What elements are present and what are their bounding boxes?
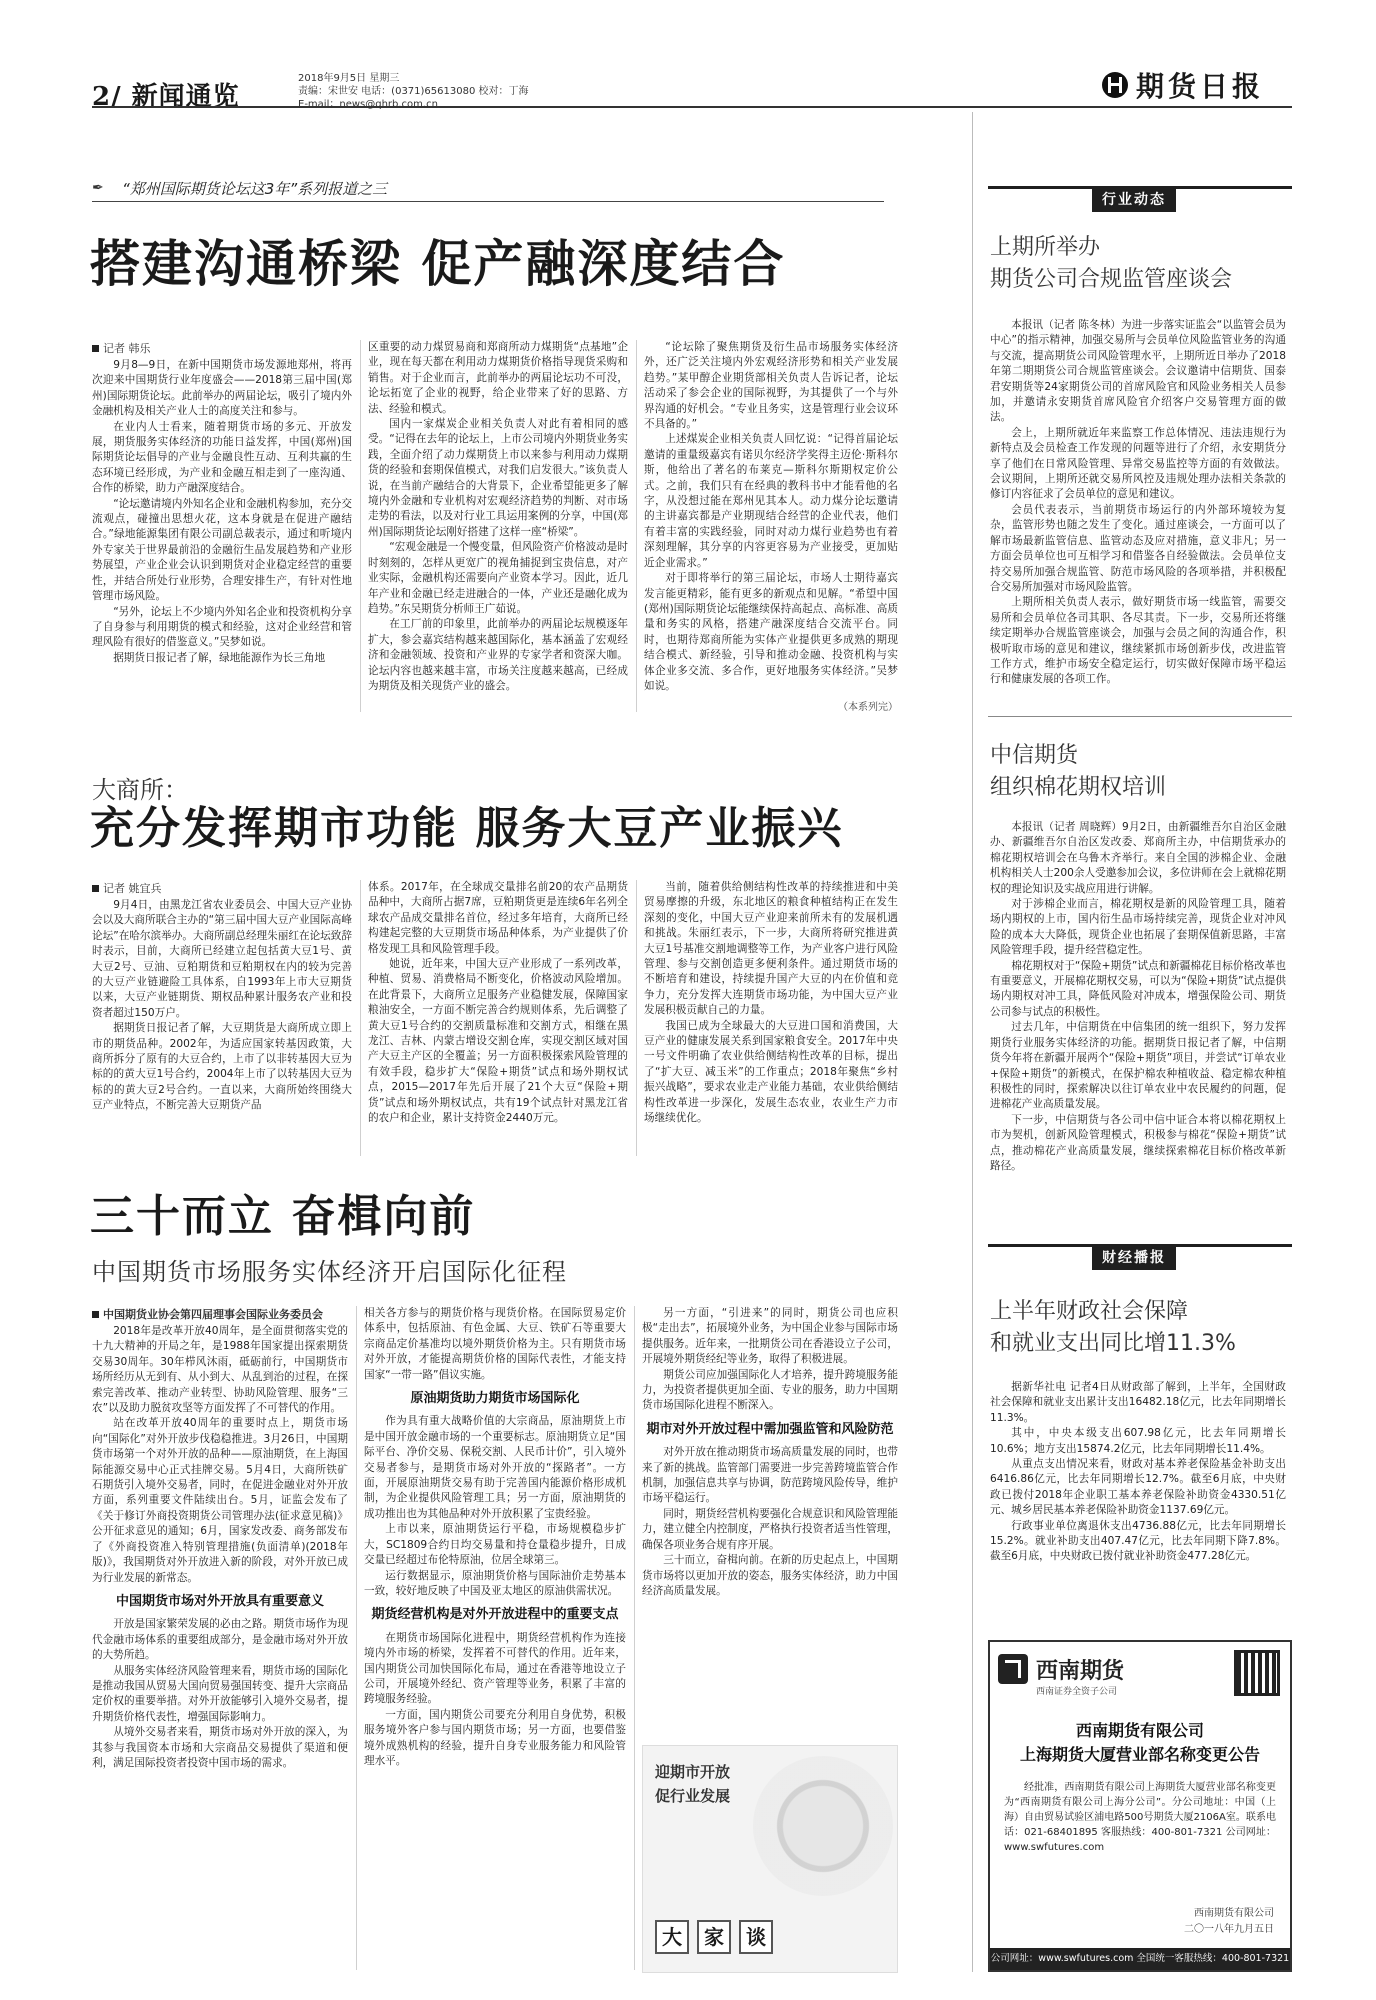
promo-box: 家 — [697, 1920, 731, 1954]
series-end-note: （本系列完） — [838, 702, 898, 713]
promo-illustration — [753, 1756, 893, 1896]
sidebar2-rule — [988, 716, 1292, 717]
sidebar-divider — [972, 112, 973, 1972]
paragraph: 上述煤炭企业相关负责人回忆说：“记得首届论坛邀请的重量级嘉宾有诺贝尔经济学奖得主迈伦·斯科尔斯，他给出了著名的布莱克—斯科尔斯期权定价公式。之前，我们只有在经典的教科书中才能看他的名字，从没想过能在郑州见其本人。动力煤分论坛邀请的主讲嘉宾都是产业期现结合经营的企业代表，他们有着丰富的实践经验，同时对动力煤行业趋势也有着深刻理解，其分享的内容更容易为产业接受，更加贴近企业需求。” — [644, 433, 898, 569]
contact-email: E-mail：news@qhrb.com.cn — [298, 99, 438, 110]
column-rule — [356, 1306, 357, 1970]
article1-byline: 记者 韩乐 — [92, 340, 151, 356]
paragraph: 在业内人士看来，随着期货市场的多元、开放发展，期货服务实体经济的功能日益发挥，中国(郑州)国际期货论坛倡导的产业与金融良性互动、互利共赢的生态环境已经形成，为产业和金融互相走到了一座沟通、合作的桥梁，助力产融深度结合。 — [92, 420, 352, 495]
section-subhead: 期市对外开放过程中需加强监管和风险防范 — [646, 1421, 894, 1437]
series-banner — [92, 178, 884, 198]
paragraph: 会上，上期所就近年来监察工作总体情况、违法违规行为新特点及会员检查工作发现的问题等进行了介绍，永安期货分享了他们在日常风险管理、异常交易监控等方面的有效做法。会议期间，上期所还就交易所风控及违规处理办法相关条款的修订内容征求了会员单位的意见和建议。 — [990, 426, 1286, 501]
column-rule — [636, 340, 637, 712]
section-subhead: 期货经营机构是对外开放进程中的重要支点 — [371, 1607, 619, 1623]
sidebar1-tag: 行业动态 — [1092, 186, 1176, 212]
masthead-logo-icon — [1102, 72, 1128, 98]
ad-signature-company: 西南期货有限公司 — [1194, 1908, 1274, 1919]
paragraph: 我国已成为全球最大的大豆进口国和消费国，大豆产业的健康发展关系到国家粮食安全。2017年中央一号文件明确了农业供给侧结构性改革的目标，提出了“扩大豆、减玉米”的工作重点；2018年聚焦“乡村振兴战略”，要求农业走产业能力基础，农业供给侧结构性改革进一步深化，发展生态农业，农业生产力市场继续优化。 — [644, 1019, 898, 1125]
paragraph: “论坛邀请境内外知名企业和金融机构参加，充分交流观点，碰撞出思想火花，这本身就是在促进产融结合。”绿地能源集团有限公司副总裁表示，通过和听境内外专家关于世界最前沿的金融衍生品发展趋势和产业形势展望，产业企业会认识到期货对企业稳定经营的重要性，并结合所处行业形势，合理安排生产，有针对性地管理市场风险。 — [92, 497, 352, 603]
paragraph: 在期货市场国际化进程中，期货经营机构作为连接境内外市场的桥梁，发挥着不可替代的作用。近年来，国内期货公司加快国际化布局，通过在香港等地设立子公司，开展境外经纪、资产管理等业务，积累了丰富的跨境服务经验。 — [364, 1631, 626, 1706]
article3-headline: 三十而立 奋楫向前 — [90, 1191, 476, 1242]
paragraph: 从境外交易者来看，期货市场对外开放的深入，为其参与我国资本市场和大宗商品交易提供了渠道和便利，满足国际投资者投资中国市场的需求。 — [92, 1726, 348, 1769]
pen-icon: ✒ — [92, 180, 104, 196]
qr-code-icon — [1234, 1650, 1280, 1696]
paragraph: 棉花期权对于“保险+期货”试点和新疆棉花目标价格改革也有重要意义，开展棉花期权交易，可以为“保险+期货”试点提供场内期权对冲工具，降低风险对冲成本，增强保险公司、期货公司参与试点的积极性。 — [990, 959, 1286, 1018]
section-subhead: 原油期货助力期货市场国际化 — [410, 1391, 580, 1407]
promo-box: 谈 — [739, 1920, 773, 1954]
paragraph: 另一方面，“引进来”的同时，期货公司也应积极“走出去”，拓展境外业务，为中国企业参与国际市场提供服务。近年来，一批期货公司在香港设立子公司，开展境外期货经纪等业务，取得了积极进展。 — [642, 1307, 898, 1366]
paragraph: 对于涉棉企业而言，棉花期权是新的风险管理工具，随着场内期权的上市，国内衍生品市场持续完善，现货企业对冲风险的成本大大降低，现货企业也拓展了套期保值新思路，丰富风险管理手段，提升经营稳定性。 — [990, 898, 1286, 957]
paragraph: 对外开放在推动期货市场高质量发展的同时，也带来了新的挑战。监管部门需要进一步完善跨境监管合作机制，加强信息共享与协调，防范跨境风险传导，维护市场平稳运行。 — [642, 1446, 898, 1505]
promo-box: 大 — [655, 1920, 689, 1954]
ad-body: 经批准，西南期货有限公司上海期货大厦营业部名称变更为“西南期货有限公司上海分公司”。分公司地址：中国（上海）自由贸易试验区浦电路500号期货大厦2106A室。联系电话：021-68401895 客服热线：400-801-7321 公司网址：www.swfutures.com — [1004, 1782, 1276, 1853]
sidebar1-title: 上期所举办 期货公司合规监管座谈会 — [990, 235, 1233, 292]
paragraph: 从重点支出情况来看，财政对基本养老保险基金补助支出6416.86亿元，比去年同期增长12.7%。截至6月底，中央财政已拨付2018年企业职工基本养老保险补助资金4330.51亿元、城乡居民基本养老保险补助资金1137.69亿元。 — [990, 1458, 1286, 1517]
masthead-title: 期货日报 — [1136, 70, 1265, 103]
paragraph: 据新华社电 记者4日从财政部了解到，上半年，全国财政社会保障和就业支出累计支出16482.18亿元，比去年同期增长11.3%。 — [990, 1381, 1286, 1424]
ad-notice-title: 上海期货大厦营业部名称变更公告 — [1019, 1745, 1260, 1764]
paragraph: 体系。2017年，在全球成交量排名前20的农产品期货品种中，大商所占据7席，豆粕期货更是连续6年名列全球农产品成交量排名首位，经过多年培育，大商所已经构建起完整的大豆期货市场品种体系，为产业提供了价格发现工具和风险管理手段。 — [368, 881, 628, 955]
column-rule — [360, 340, 361, 712]
paragraph: 在工厂前的印象里，此前举办的两届论坛规模逐年扩大，参会嘉宾结构越来越国际化，基本涵盖了宏观经济和金融领域、投资和产业界的专家学者和资深大咖。论坛内容也越来越丰富，市场关注度越来越高，已经成为期货及相关现货产业的盛会。 — [368, 618, 628, 692]
sidebar2-body — [990, 820, 1286, 1190]
paragraph: “宏观金融是一个慢变量，但风险资产价格波动是时时刻刻的，怎样从更宽广的视角捕捉到宝贵信息，对产业实际，金融机构还需要向产业资本学习。因此，近几年产业和金融已经走进融合的一体，产业还是融化成为趋势。”东吴期货分析师王广茹说。 — [368, 541, 628, 615]
paragraph: 当前，随着供给侧结构性改革的持续推进和中美贸易摩擦的升级，东北地区的粮食种植结构正在发生深刻的变化，中国大豆产业迎来前所未有的发展机遇和挑战。朱丽红表示，下一步，大商所将研究推进黄大豆1号基准交割地调整等工作，为产业客户进行风险管理、参与交割创造更多便利条件。通过期货市场的不断培育和建设，持续提升国产大豆的内在价值和竞争力，充分发挥大连期货市场功能，为中国大豆产业发展积极贡献自己的力量。 — [644, 881, 898, 1017]
article2-col1 — [92, 898, 352, 1154]
paragraph: 行政事业单位离退休支出4736.88亿元，比去年同期增长15.2%。就业补助支出407.47亿元，比去年同期下降7.8%。截至6月底，中央财政已拨付就业补助资金477.28亿元。 — [990, 1519, 1286, 1563]
article2-col2 — [368, 880, 628, 1154]
paragraph: 作为具有重大战略价值的大宗商品，原油期货上市是中国开放金融市场的一个重要标志。原油期货立足“国际平台、净价交易、保税交割、人民币计价”，引入境外交易者参与，是期货市场对外开放的“探路者”。一方面，开展原油期货交易有助于完善国内能源价格形成机制，为企业提供风险管理工具；另一方面，原油期货的成功推出也为其他品种对外开放积累了宝贵经验。 — [364, 1415, 626, 1520]
promo-line-2: 促行业发展 — [655, 1787, 731, 1805]
article1-col3 — [644, 340, 898, 696]
paragraph: 期货公司应加强国际化人才培养，提升跨境服务能力，为投资者提供更加全面、专业的服务，助力中国期货市场国际化进程不断深入。 — [642, 1368, 898, 1412]
article3-col1 — [92, 1324, 348, 1968]
paragraph: 对于即将举行的第三届论坛，市场人士期待嘉宾发言能更精彩，能有更多的新观点和见解。“希望中国(郑州)国际期货论坛能继续保持高起点、高标准、高质量和务实的风格，搭建产融深度结合交流平台。同时，也期待郑商所能为实体产业提供更多成熟的期现结合模式、新经验，引导和推动金融、投资机构与实体企业多交流、多合作，更好地服务实体经济。”吴梦如说。 — [644, 572, 898, 692]
paragraph: “另外，论坛上不少境内外知名企业和投资机构分享了自身参与利用期货的模式和经验，这对企业经营和管理风险有很好的借鉴意义。”吴梦如说。 — [92, 605, 352, 649]
header-rule — [92, 106, 1292, 108]
paragraph: 运行数据显示，原油期货价格与国际油价走势基本一致，较好地反映了中国及亚太地区的原油供需状况。 — [364, 1569, 626, 1597]
sidebar3-title: 上半年财政社会保障 和就业支出同比增11.3% — [990, 1299, 1236, 1356]
editor-line: 责编：宋世安 电话：(0371)65613080 校对：丁海 — [298, 86, 529, 97]
paragraph: 其中，中央本级支出607.98亿元，比去年同期增长10.6%；地方支出15874.2亿元，比去年同期增长11.4%。 — [990, 1427, 1286, 1455]
paragraph: 据期货日报记者了解，大豆期货是大商所成立即上市的期货品种。2002年，为适应国家转基因政策，大商所拆分了原有的大豆合约，上市了以非转基因大豆为标的的黄大豆1号合约，2004年上市了以转基因大豆为标的的黄大豆2号合约。一直以来，大商所始终围绕大豆产业特点，不断完善大豆期货产品 — [92, 1022, 352, 1112]
sidebar2-title: 中信期货 组织棉花期权培训 — [990, 743, 1167, 800]
column-rule — [360, 880, 361, 1156]
promo-block — [642, 1745, 898, 1973]
ad-company: 西南期货有限公司 — [1075, 1721, 1204, 1740]
ad-signature-date: 二〇一八年九月五日 — [1184, 1924, 1274, 1935]
company-logo-icon — [998, 1654, 1028, 1684]
paragraph: 从服务实体经济风险管理来看，期货市场的国际化是推动我国从贸易大国向贸易强国转变、提升大宗商品定价权的重要举措。对外开放能够引入境外交易者，提升期货价格代表性，增强国际影响力。 — [92, 1664, 348, 1723]
promo-line-1: 迎期市开放 — [655, 1763, 731, 1781]
article1-col2 — [368, 340, 628, 710]
sidebar3-tag: 财经播报 — [1092, 1244, 1176, 1270]
paragraph: 9月4日，由黑龙江省农业委员会、中国大豆产业协会以及大商所联合主办的“第三届中国大豆产业国际高峰论坛”在哈尔滨举办。大商所副总经理朱丽红在论坛致辞时表示，目前，大商所已经建立起包括黄大豆1号、黄大豆2号、豆油、豆粕期货和豆粕期权在内的较为完善的大豆产业链避险工具体系，自1993年上市大豆期货以来，大豆产业链期货、期权品种累计服务农产业和投资者超过150万户。 — [92, 899, 352, 1019]
paragraph: 开放是国家繁荣发展的必由之路。期货市场作为现代金融市场体系的重要组成部分，是金融市场对外开放的大势所趋。 — [92, 1618, 348, 1662]
ad-footer: 公司网址：www.swfutures.com 全国统一客服热线：400-801-7321 — [990, 1948, 1290, 1970]
article3-col3 — [642, 1306, 898, 1732]
article1-col1 — [92, 358, 352, 710]
article3-subheadline: 中国期货市场服务实体经济开启国际化征程 — [92, 1258, 567, 1286]
promo-boxes — [655, 1920, 773, 1954]
paragraph: 9月8—9日，在新中国期货市场发源地郑州，将再次迎来中国期货行业年度盛会——2018第三届中国(郑州)国际期货论坛。此前举办的两届论坛，吸引了境内外金融机构及相关产业人士的高度关注和参与。 — [92, 359, 352, 418]
article1-headline: 搭建沟通桥梁 促产融深度结合 — [90, 234, 786, 293]
company-logo-sub: 西南证券全资子公司 — [1036, 1687, 1118, 1697]
paragraph: 本报讯（记者 陈冬林）为进一步落实证监会“以监管会员为中心”的指示精神，加强交易所与会员单位风险监管业务的沟通与交流，提高期货公司风险管理水平，上期所近日举办了2018年第二期期货公司合规监管座谈会。会议邀请中信期货、国泰君安期货等24家期货公司的首席风险官和风险业务相关人员参加，并邀请永安期货首席风险官介绍客户交易管理方面的做法。 — [990, 319, 1286, 424]
paragraph: 国内一家煤炭企业相关负责人对此有着相同的感受。“记得在去年的论坛上，上市公司境内外期货业务实践，全面介绍了动力煤期货上市以来参与利用动力煤期货的经验和套期保值模式，对我们启发很大。”该负责人说，在当前产融结合的大背景下，企业希望能更多了解境内外金融和专业机构对宏观经济趋势的判断、对市场走势的看法，以及对行业工具运用案例的分享，中国(郑州)国际期货论坛刚好搭建了这样一座“桥梁”。 — [368, 418, 628, 538]
paragraph: “论坛除了聚焦期货及衍生品市场服务实体经济外，还广泛关注境内外宏观经济形势和相关产业发展趋势。”某甲醇企业期货部相关负责人告诉记者，论坛活动采了参会企业的国际视野，为其提供了一个与外界沟通的好机会。“专业且务实，这是管理行业会议环不具备的。” — [644, 341, 898, 431]
paragraph: 上期所相关负责人表示，做好期货市场一线监管，需要交易所和会员单位各司其职、各尽其责。下一步，交易所还将继续定期举办合规监管座谈会，加强与会员之间的沟通合作，积极听取市场的意见和建议，继续紧抓市场创新步伐，改进监管工作方式，维护市场安全稳定运行，切实做好保障市场平稳运行和健康发展的各项工作。 — [990, 596, 1286, 686]
paragraph: 会员代表表示，当前期货市场运行的内外部环境较为复杂，监管形势也随之发生了变化。通过座谈会，一方面可以了解市场最新监管信息、监管动态及应对措施，意义非凡；另一方面会员单位也可互相学习和借鉴各自经验做法。会员单位支持交易所加强合规监管、防范市场风险的各项举措，并积极配合交易所加强对市场风险监管。 — [990, 503, 1286, 593]
ad-header — [998, 1650, 1198, 1700]
article2-byline: 记者 姚宜兵 — [92, 880, 162, 896]
paragraph: 三十而立，奋楫向前。在新的历史起点上，中国期货市场将以更加开放的姿态，服务实体经济，助力中国经济高质量发展。 — [642, 1554, 898, 1597]
paragraph: 下一步，中信期货与各公司中信中证合本将以棉花期权上市为契机，创新风险管理模式，积极参与棉花“保险+期货”试点，推动棉花产业高质量发展，继续探索棉花目标价格改革新路径。 — [990, 1113, 1286, 1172]
column-rule — [636, 880, 637, 1156]
paragraph: 相关各方参与的期货价格与现货价格。在国际贸易定价体系中，包括原油、有色金属、大豆、铁矿石等重要大宗商品定价基准均以境外期货价格为主。只有期货市场对外开放，才能提高期货价格的国际代表性，才能支持国家“一带一路”倡议实施。 — [364, 1307, 626, 1381]
paragraph: 上市以来，原油期货运行平稳，市场规模稳步扩大，SC1809合约日均交易量和持仓量稳步提升，日成交量已经超过布伦特原油，位居全球第三。 — [364, 1523, 626, 1567]
article2-headline: 充分发挥期市功能 服务大豆产业振兴 — [90, 803, 844, 854]
paragraph: 据期货日报记者了解，绿地能源作为长三角地 — [113, 651, 326, 664]
paragraph: 站在改革开放40周年的重要时点上，期货市场向“国际化”对外开放步伐稳稳推进。3月26日，中国期货市场第一个对外开放的品种——原油期货，在上海国际能源交易中心正式挂牌交易。5月4日，大商所铁矿石期货引入境外交易者，同时，在促进金融业对外开放方面，系列重要文件陆续出台。5月，证监会发布了《关于修订外商投资期货公司管理办法(征求意见稿)》公开征求意见的通知；6月，国家发改委、商务部发布了《外商投资准入特别管理措施(负面清单)(2018年版)》，我国期货对外开放进入新的阶段，对外开放已成为行业发展的新常态。 — [92, 1417, 348, 1584]
series-label: “郑州国际期货论坛这3年”系列报道之三 — [122, 180, 388, 198]
paragraph: 本报讯（记者 周晓辉）9月2日，由新疆维吾尔自治区金融办、新疆维吾尔自治区发改委、郑商所主办，中信期货承办的棉花期权培训会在乌鲁木齐举行。来自全国的涉棉企业、金融机构相关人士200余人受邀参加会议，多位讲师在会上就棉花期权的理论知识及实战应用进行讲解。 — [990, 821, 1286, 895]
column-rule — [634, 1306, 635, 1970]
article3-col2 — [364, 1306, 626, 1968]
paragraph: 过去几年，中信期货在中信集团的统一组织下，努力发挥期货行业服务实体经济的功能。据期货日报记者了解，中信期货今年将在新疆开展两个“保险+期货”项目，并尝试“订单农业+保险+期货”的新模式，在保护棉农种植收益、稳定棉农种植积极性的同时，探索解决以往订单农业中农民履约的问题，促进棉花产业高质量发展。 — [990, 1021, 1286, 1111]
masthead — [1102, 70, 1265, 103]
issue-date: 2018年9月5日 星期三 — [298, 73, 400, 84]
sidebar1-body — [990, 318, 1286, 698]
page-label: 2/ 新闻通览 — [92, 82, 240, 112]
section-subhead: 中国期货市场对外开放具有重要意义 — [115, 1593, 324, 1609]
article3-byline: 中国期货业协会第四届理事会国际业务委员会 — [92, 1306, 323, 1322]
company-logo-text: 西南期货 — [1036, 1659, 1125, 1684]
paragraph: 区重要的动力煤贸易商和郑商所动力煤期货“点基地”企业，现在每天都在利用动力煤期货价格指导现货采购和销售。对于企业而言，此前举办的两届论坛功不可没，论坛拓宽了企业的视野，给企业带来了好的思路、方法、经验和模式。 — [368, 341, 628, 415]
paragraph: 同时，期货经营机构要强化合规意识和风险管理能力，建立健全内控制度，严格执行投资者适当性管理，确保各项业务合规有序开展。 — [642, 1507, 898, 1551]
sidebar3-body — [990, 1380, 1286, 1618]
article2-kicker: 大商所： — [92, 776, 188, 804]
ad-notice — [988, 1640, 1292, 1972]
paragraph: 一方面，国内期货公司要充分利用自身优势，积极服务境外客户参与国内期货市场；另一方面，也要借鉴境外成熟机构的经验，提升自身专业服务能力和风险管理水平。 — [364, 1708, 626, 1767]
article2-col3 — [644, 880, 898, 1154]
paragraph: 她说，近年来，中国大豆产业形成了一系列改革，种植、贸易、消费格局不断变化，价格波动风险增加。在此背景下，大商所立足服务产业稳健发展，保障国家粮油安全，一方面不断完善合约规则体系，先后调整了黄大豆1号合约的交割质量标准和交割方式，相继在黑龙江、吉林、内蒙古增设交割仓库，实现交割区域对国产大豆主产区的全覆盖；另一方面积极探索风险管理的有效手段，稳步扩大“保险+期货”试点和场外期权试点，2015—2017年先后开展了21个大豆“保险+期货”试点和场外期权试点，共有19个试点针对黑龙江省的农户和企业，累计支持资金2440万元。 — [368, 958, 628, 1125]
paragraph: 2018年是改革开放40周年，是全面贯彻落实党的十九大精神的开局之年，是1988年国家提出探索期货交易30周年。30年栉风沐雨，砥砺前行，中国期货市场所经历从无到有、从小到大、从乱到治的过程，在探索完善改革、推动产业转型、协助风险管理、服务“三农”以及助力脱贫攻坚等方面发挥了不可替代的作用。 — [92, 1325, 348, 1415]
